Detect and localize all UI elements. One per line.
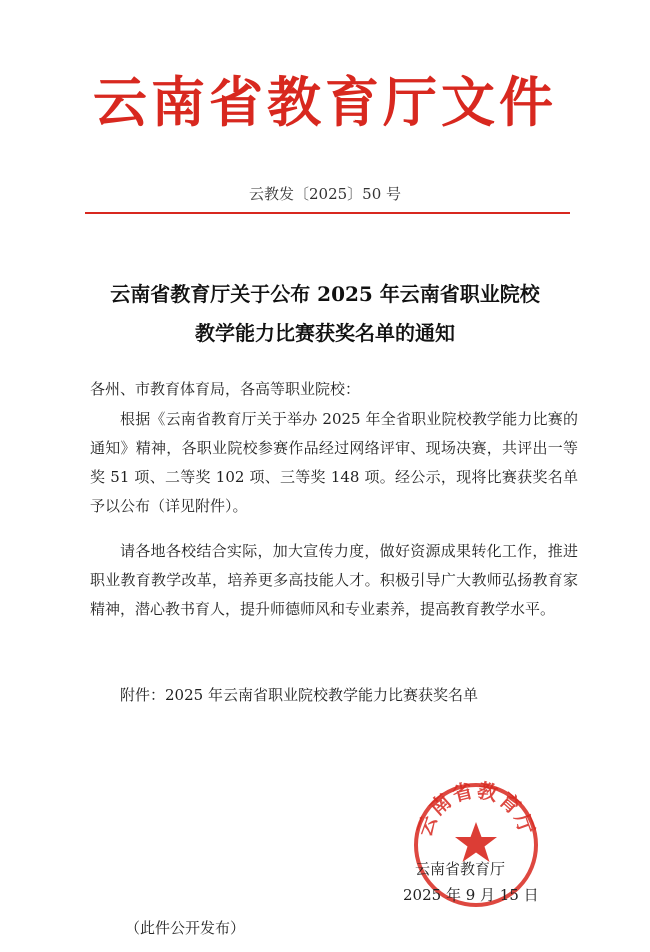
- document-number: 云教发〔2025〕50 号: [248, 185, 402, 203]
- public-release-note: （此件公开发布）: [125, 919, 246, 937]
- header-divider: [85, 212, 570, 214]
- notice-title: [60, 275, 590, 353]
- issue-date: 2025 年 9 月 15 日: [403, 886, 539, 904]
- body-paragraph: 根据《云南省教育厅关于举办 2025 年全省职业院校教学能力比赛的通知》精神，各职业院校参赛作品经过网络评审、现场决赛，共评出一等奖 51 项、二等奖 102 项、三等奖 148 项。经公示，现将比赛获奖名单予以公布（详见附件）。: [90, 410, 578, 515]
- attachment-line: 附件：2025 年云南省职业院校教学能力比赛获奖名单: [120, 686, 478, 704]
- seal-star-icon: [455, 822, 497, 862]
- body-paragraph: 请各地各校结合实际，加大宣传力度，做好资源成果转化工作，推进职业教育教学改革，培养更多高技能人才。积极引导广大教师弘扬教育家精神，潜心教书育人，提升师德师风和专业素养，提高教育教学水平。: [90, 542, 578, 618]
- notice-title-line1: 云南省教育厅关于公布 2025 年云南省职业院校: [110, 282, 540, 306]
- salutation: 各州、市教育体育局，各高等职业院校：: [90, 380, 361, 398]
- document-header-title: 云南省教育厅文件: [93, 71, 557, 134]
- issuer-name: 云南省教育厅: [415, 860, 506, 878]
- seal-text: 云南省教育厅: [412, 777, 540, 840]
- notice-title-line2: 教学能力比赛获奖名单的通知: [195, 321, 455, 345]
